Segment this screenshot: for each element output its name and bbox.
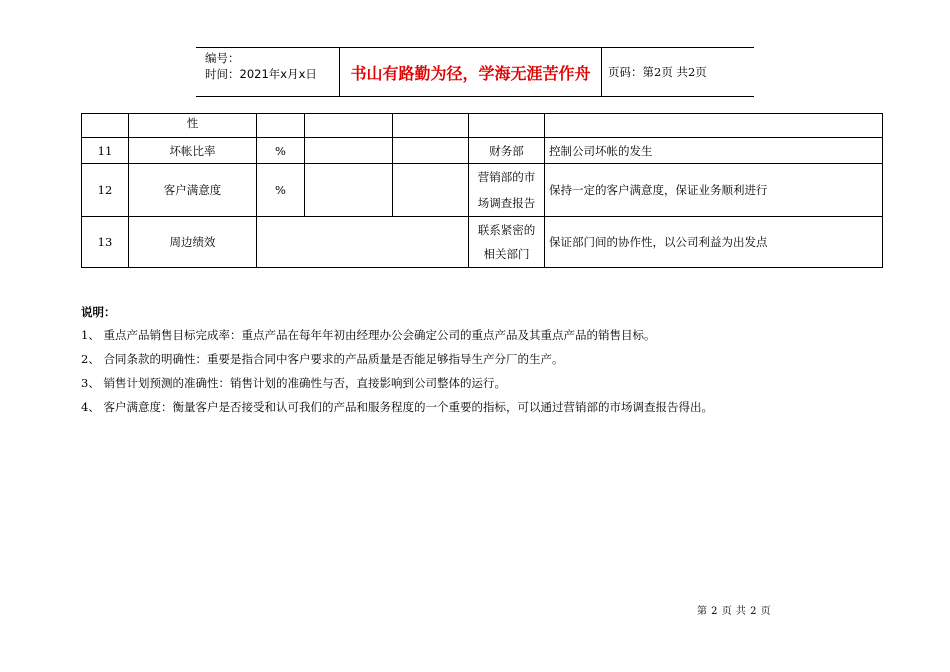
blank-cell [305,114,393,138]
indicator-name: 周边绩效 [129,217,257,268]
indicator-name: 性 [129,114,257,138]
data-source-cell: 营销部的市场调查报告 [469,164,545,217]
blank-cell [305,138,393,164]
purpose-cell: 控制公司坏帐的发生 [545,138,883,164]
data-source-cell: 财务部 [469,138,545,164]
footer-page-number: 第 2 页 共 2 页 [697,606,772,617]
notes-section [81,304,881,424]
row-number: 11 [82,138,129,164]
unit-cell: % [257,164,305,217]
notes-title: 说明： [81,305,116,319]
blank-cell [393,114,469,138]
table-row [82,164,883,217]
purpose-cell [545,114,883,138]
note-item: 1、 重点产品销售目标完成率：重点产品在每年年初由经理办公会确定公司的重点产品及其重点产品的销售目标。 [81,328,656,342]
unit-cell [257,114,305,138]
data-source-cell [469,114,545,138]
purpose-cell: 保证部门间的协作性，以公司利益为出发点 [545,217,883,268]
table-row [82,217,883,268]
date-line: 时间：2021年x月x日 [205,67,317,81]
number-label: 编号： [205,51,240,65]
header-motto: 书山有路勤为径，学海无涯苦作舟 [339,48,602,96]
table-row [82,138,883,164]
indicator-name: 坏帐比率 [129,138,257,164]
note-item: 2、 合同条款的明确性：重要是指合同中客户要求的产品质量是否能足够指导生产分厂的生产。 [81,352,564,366]
purpose-cell: 保持一定的客户满意度，保证业务顺利进行 [545,164,883,217]
merged-blank-cell [257,217,469,268]
blank-cell [393,164,469,217]
blank-cell [393,138,469,164]
header-page-number: 页码：第2页 共2页 [608,65,707,79]
indicator-name: 客户满意度 [129,164,257,217]
note-item: 3、 销售计划预测的准确性：销售计划的准确性与否，直接影响到公司整体的运行。 [81,376,506,390]
data-source-cell: 联系紧密的相关部门 [469,217,545,268]
table-row [82,114,883,138]
row-number: 13 [82,217,129,268]
header-meta [196,48,339,96]
note-item: 4、 客户满意度：衡量客户是否接受和认可我们的产品和服务程度的一个重要的指标，可以通过营销部的市场调查报告得出。 [81,400,713,414]
blank-cell [305,164,393,217]
row-number [82,114,129,138]
kpi-table [81,113,883,268]
row-number: 12 [82,164,129,217]
page-header [196,47,754,97]
unit-cell: % [257,138,305,164]
